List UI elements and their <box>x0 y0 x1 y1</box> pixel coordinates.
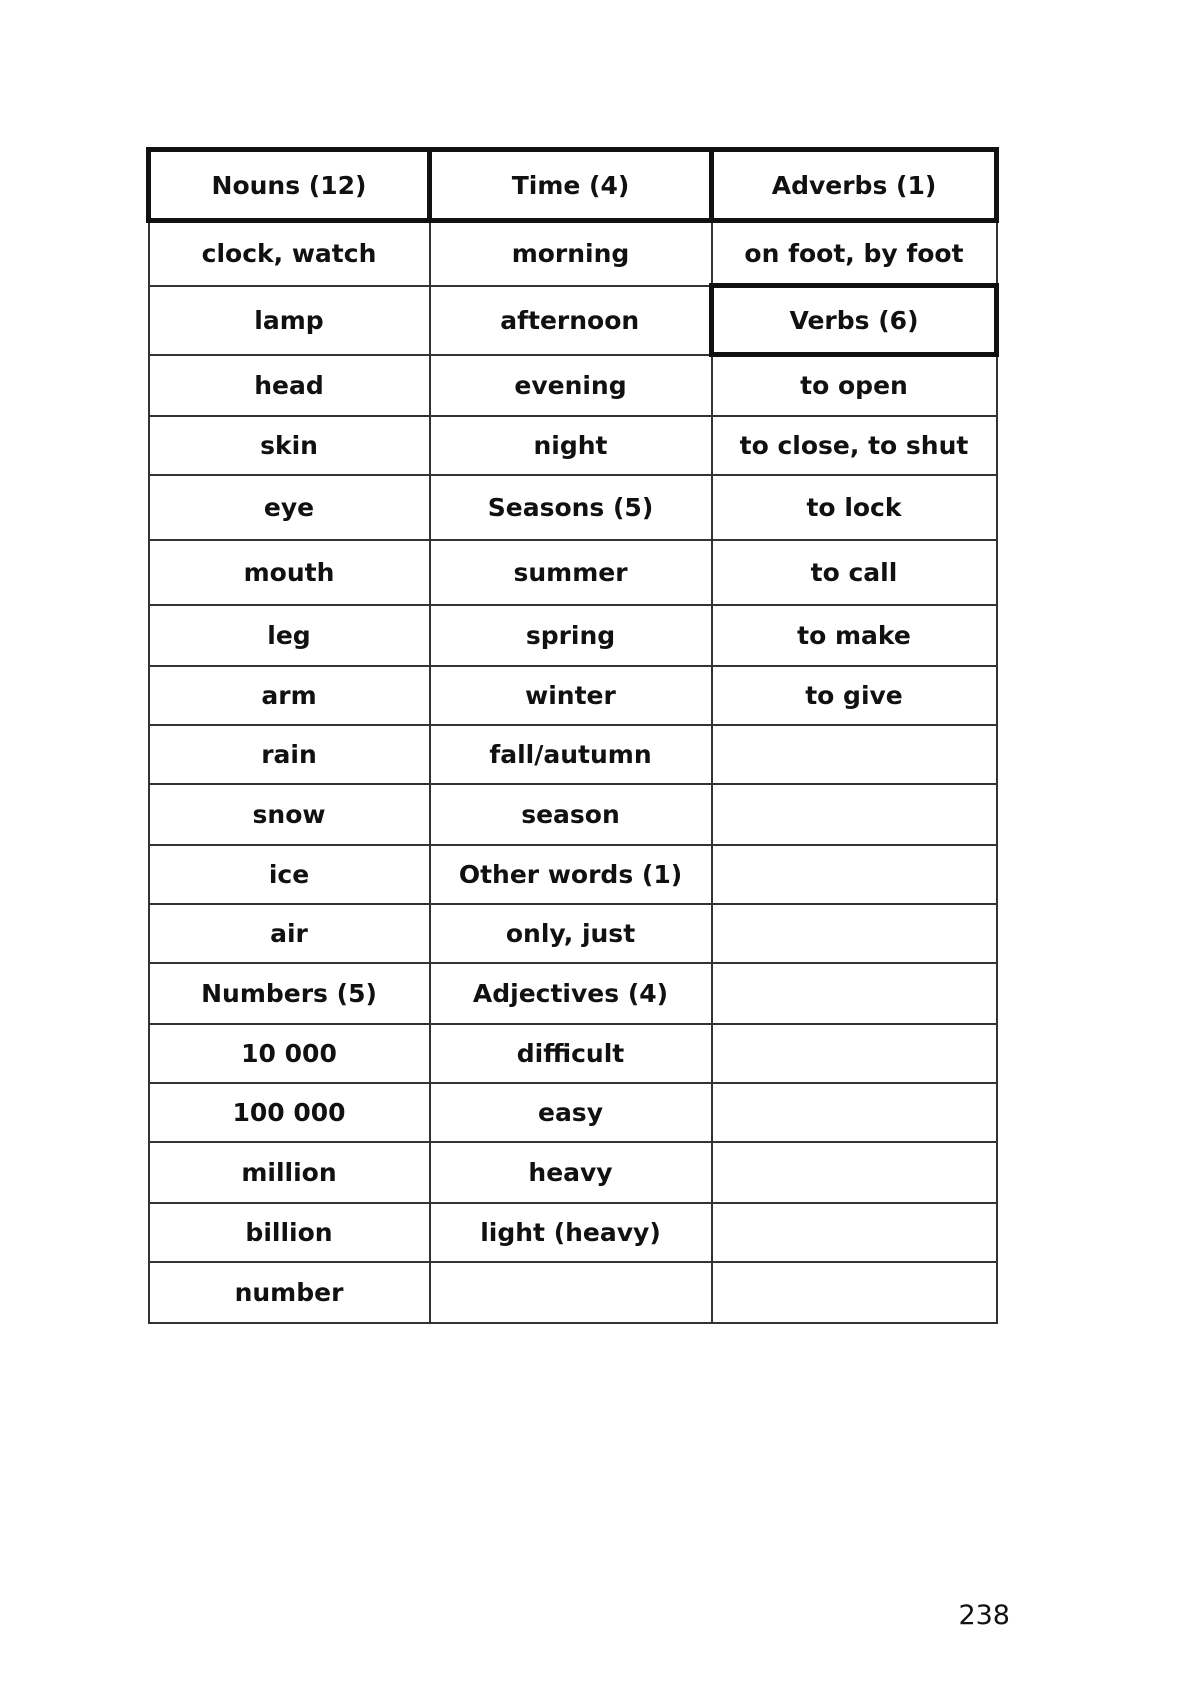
header-adverbs: Adverbs (1) <box>712 150 997 221</box>
table-cell: Adjectives (4) <box>430 963 712 1024</box>
table-cell: to lock <box>712 475 997 540</box>
table-cell: to close, to shut <box>712 416 997 475</box>
table-cell: leg <box>149 605 430 666</box>
table-cell: snow <box>149 784 430 845</box>
table-cell: fall/autumn <box>430 725 712 784</box>
table-cell: air <box>149 904 430 963</box>
table-header-row <box>149 150 997 221</box>
table-cell: summer <box>430 540 712 605</box>
table-cell: Numbers (5) <box>149 963 430 1024</box>
table-row <box>149 1024 997 1083</box>
table-cell: million <box>149 1142 430 1203</box>
table-cell: eye <box>149 475 430 540</box>
header-time: Time (4) <box>430 150 712 221</box>
table-cell: to make <box>712 605 997 666</box>
table-row <box>149 286 997 355</box>
table-cell: skin <box>149 416 430 475</box>
table-row <box>149 725 997 784</box>
table-cell: head <box>149 355 430 416</box>
table-row <box>149 1203 997 1262</box>
table-row <box>149 540 997 605</box>
table-cell <box>712 963 997 1024</box>
table-cell: morning <box>430 221 712 286</box>
table-cell <box>712 845 997 904</box>
table-cell <box>712 784 997 845</box>
table-cell: light (heavy) <box>430 1203 712 1262</box>
table-cell <box>712 1203 997 1262</box>
table-cell: ice <box>149 845 430 904</box>
table-cell: Verbs (6) <box>712 286 997 355</box>
table-row <box>149 784 997 845</box>
table-row <box>149 845 997 904</box>
table-row <box>149 666 997 725</box>
table-cell: heavy <box>430 1142 712 1203</box>
table-row <box>149 904 997 963</box>
table-body <box>149 150 997 1323</box>
table-row <box>149 605 997 666</box>
table-row <box>149 416 997 475</box>
table-cell: difficult <box>430 1024 712 1083</box>
table-row <box>149 475 997 540</box>
table-row <box>149 1262 997 1323</box>
header-nouns: Nouns (12) <box>149 150 430 221</box>
table-cell: 100 000 <box>149 1083 430 1142</box>
table-cell: easy <box>430 1083 712 1142</box>
table-cell: billion <box>149 1203 430 1262</box>
table-cell <box>712 1262 997 1323</box>
vocabulary-table <box>146 147 999 1324</box>
table-cell: on foot, by foot <box>712 221 997 286</box>
table-cell: to give <box>712 666 997 725</box>
table-cell: to call <box>712 540 997 605</box>
table-cell <box>430 1262 712 1323</box>
table-cell: winter <box>430 666 712 725</box>
table-cell: arm <box>149 666 430 725</box>
page-number: 238 <box>958 1600 1010 1631</box>
table-row <box>149 221 997 286</box>
table-cell: Seasons (5) <box>430 475 712 540</box>
table-cell: spring <box>430 605 712 666</box>
table-cell: afternoon <box>430 286 712 355</box>
table-cell: evening <box>430 355 712 416</box>
table-row <box>149 1083 997 1142</box>
table-cell: to open <box>712 355 997 416</box>
table-row <box>149 1142 997 1203</box>
table-cell: rain <box>149 725 430 784</box>
table-cell <box>712 904 997 963</box>
table-cell: night <box>430 416 712 475</box>
table-cell <box>712 1083 997 1142</box>
table-cell <box>712 1024 997 1083</box>
table-cell: season <box>430 784 712 845</box>
table-cell: 10 000 <box>149 1024 430 1083</box>
table-cell: number <box>149 1262 430 1323</box>
table-cell: clock, watch <box>149 221 430 286</box>
table-row <box>149 355 997 416</box>
table-cell <box>712 725 997 784</box>
table-cell <box>712 1142 997 1203</box>
table-row <box>149 963 997 1024</box>
table-cell: mouth <box>149 540 430 605</box>
table-cell: Other words (1) <box>430 845 712 904</box>
table-cell: lamp <box>149 286 430 355</box>
table-cell: only, just <box>430 904 712 963</box>
